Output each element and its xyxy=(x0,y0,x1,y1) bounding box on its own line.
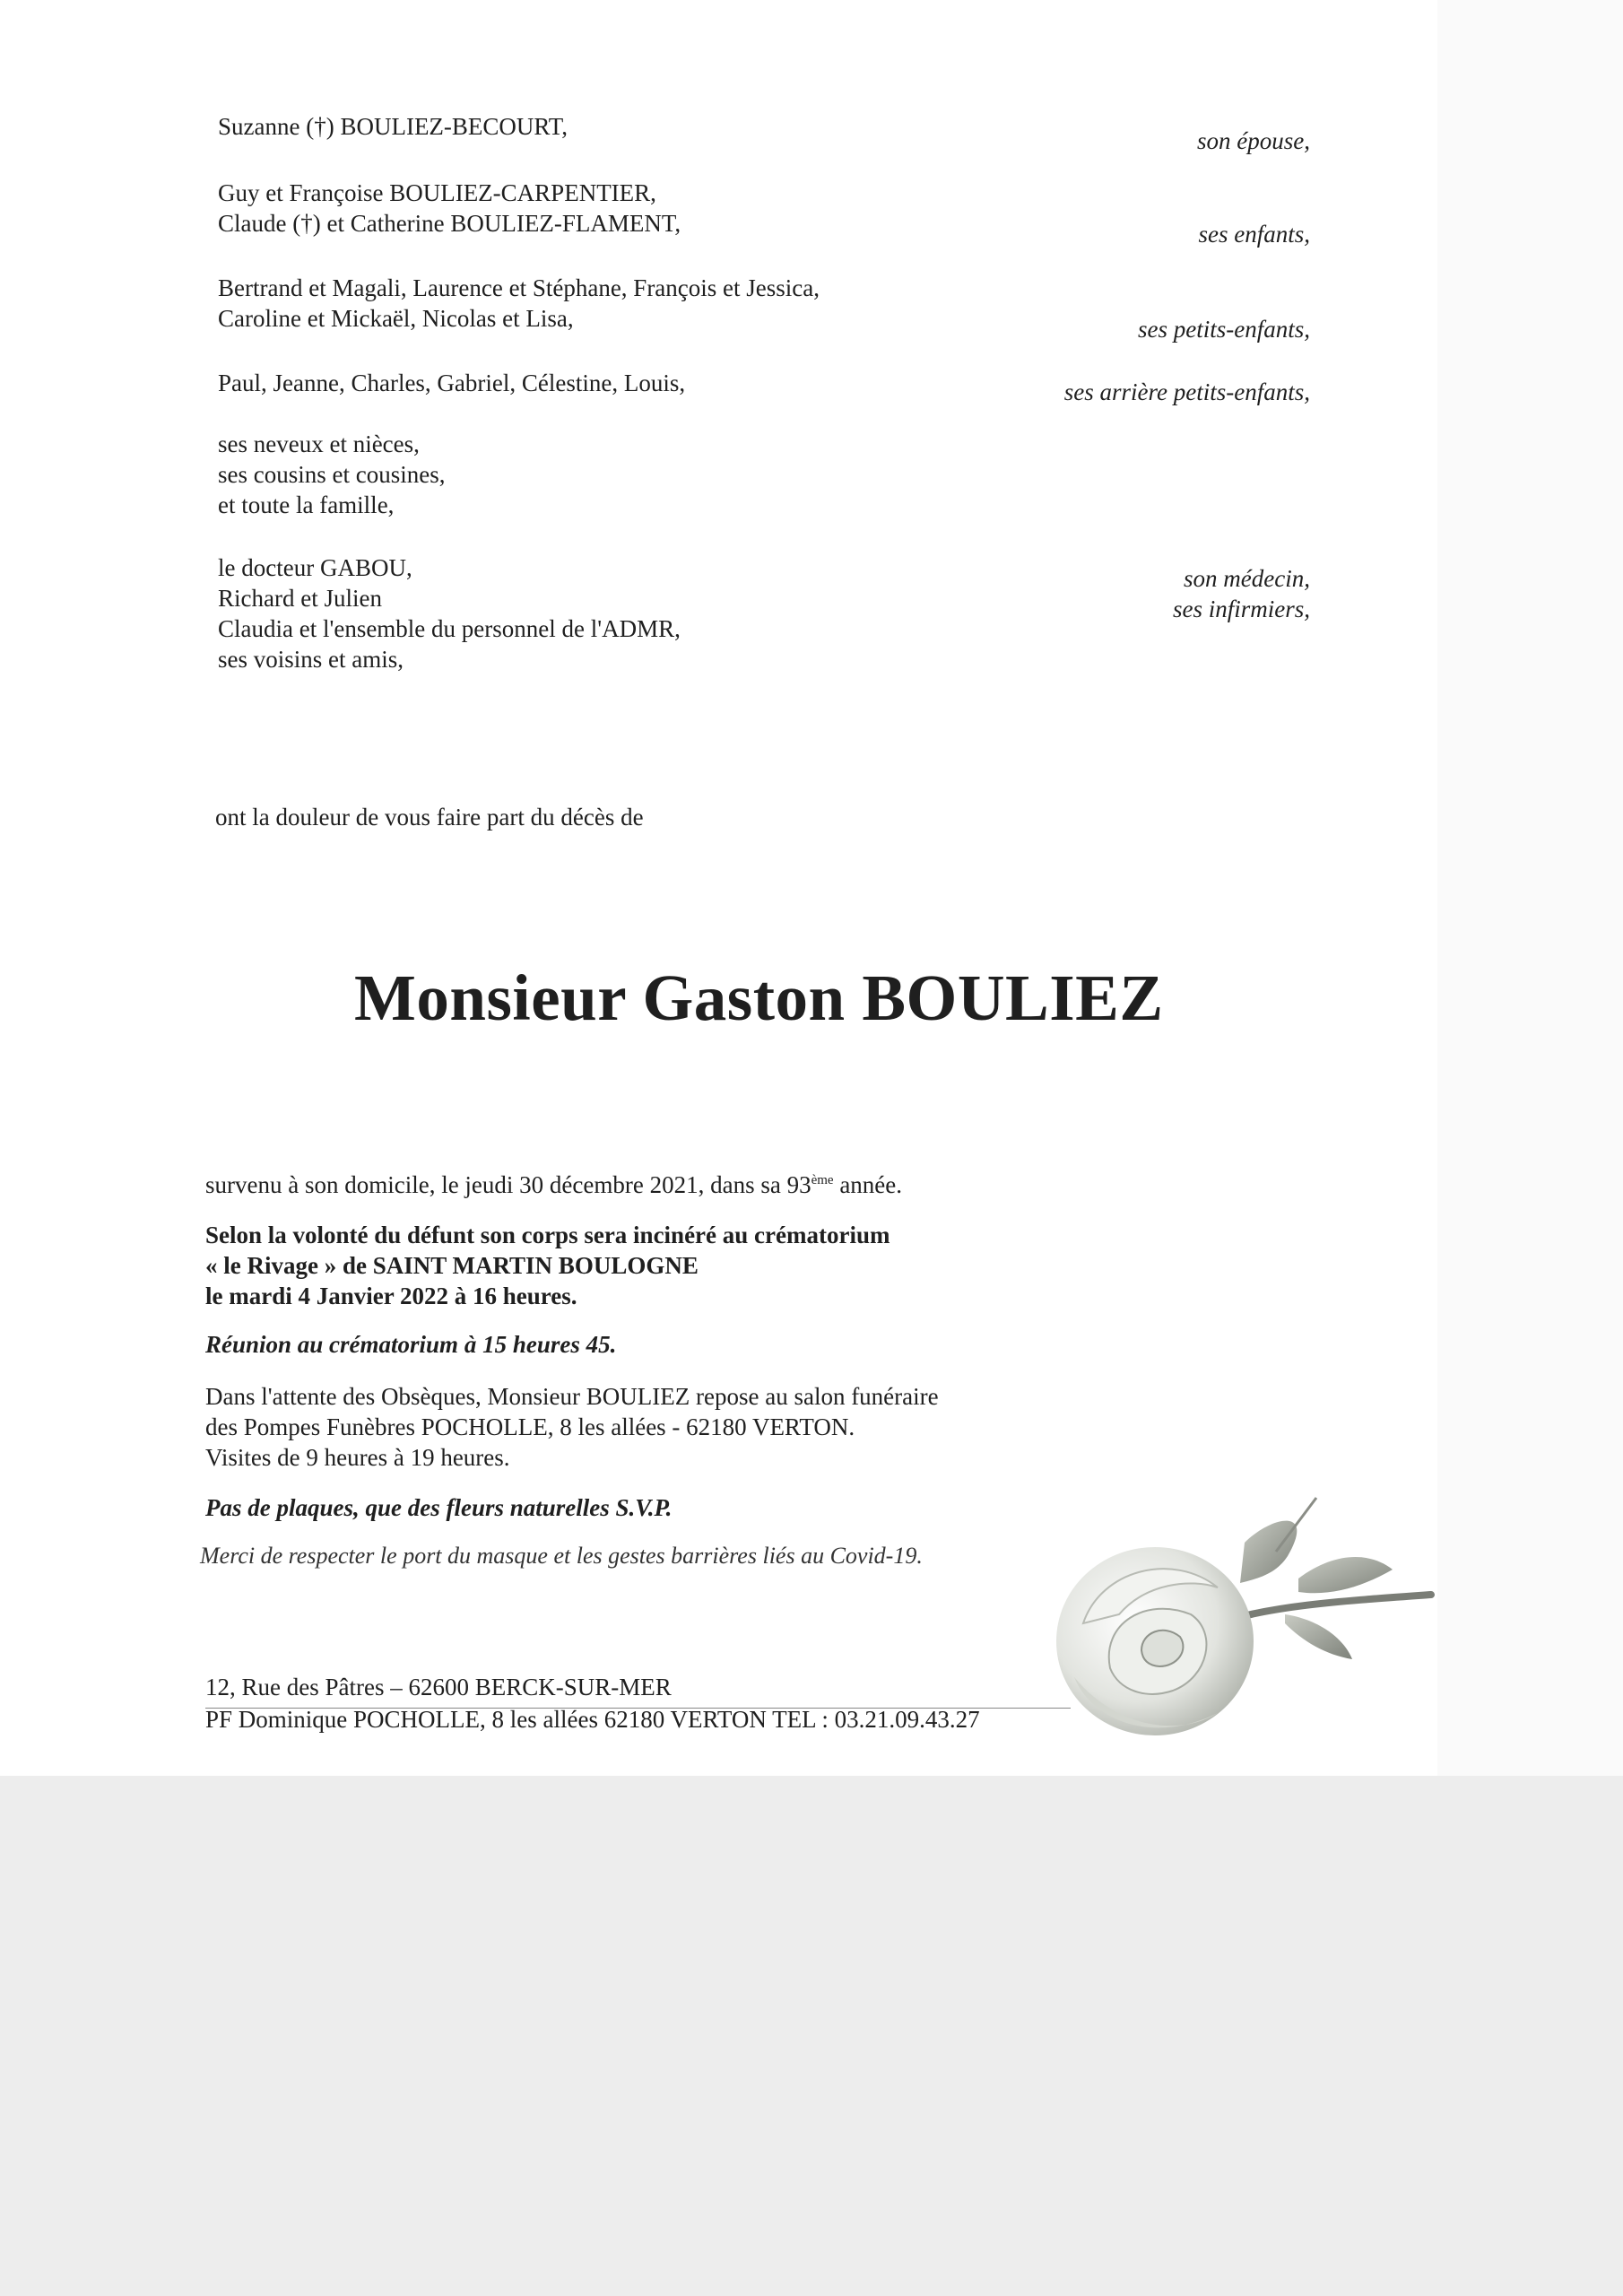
rest-line-1: Dans l'attente des Obsèques, Monsieur BOULIEZ repose au salon funéraire xyxy=(205,1383,939,1410)
relatives-line-2: ses cousins et cousines, xyxy=(218,461,446,488)
deceased-name: Monsieur Gaston BOULIEZ xyxy=(354,961,1164,1034)
rose-illustration xyxy=(1047,1489,1435,1776)
ordinal-suffix: ème xyxy=(811,1173,834,1187)
spouse-name: Suzanne (†) BOULIEZ-BECOURT, xyxy=(218,113,568,140)
grandchildren-role: ses petits-enfants, xyxy=(1138,316,1310,343)
footer-funeral-home: PF Dominique POCHOLLE, 8 les allées 62180 VERTON TEL : 03.21.09.43.27 xyxy=(205,1706,980,1733)
children-line-2: Claude (†) et Catherine BOULIEZ-FLAMENT, xyxy=(218,210,681,237)
cremation-line-2: « le Rivage » de SAINT MARTIN BOULOGNE xyxy=(205,1252,699,1279)
doctor-role: son médecin, xyxy=(1184,565,1310,592)
death-details-text: survenu à son domicile, le jeudi 30 décembre 2021, dans sa 93 xyxy=(205,1171,812,1198)
rose-petal-center xyxy=(1141,1631,1183,1666)
meeting-info: Réunion au crématorium à 15 heures 45. xyxy=(205,1331,617,1358)
rest-line-3: Visites de 9 heures à 19 heures. xyxy=(205,1444,510,1471)
nurses-role: ses infirmiers, xyxy=(1172,596,1310,622)
care-line-3: Claudia et l'ensemble du personnel de l'ADMR, xyxy=(218,615,681,642)
footer-address: 12, Rue des Pâtres – 62600 BERCK-SUR-MER xyxy=(205,1674,672,1700)
great-grandchildren: Paul, Jeanne, Charles, Gabriel, Célestine, Louis, xyxy=(218,370,686,396)
announcement-text: ont la douleur de vous faire part du décès de xyxy=(215,804,644,831)
relatives-line-3: et toute la famille, xyxy=(218,491,395,518)
death-details xyxy=(205,1170,902,1200)
care-line-4: ses voisins et amis, xyxy=(218,646,404,673)
scan-background xyxy=(0,1776,1623,2296)
children-line-1: Guy et Françoise BOULIEZ-CARPENTIER, xyxy=(218,179,656,206)
rose-leaf-lower xyxy=(1285,1614,1352,1659)
care-line-2: Richard et Julien xyxy=(218,585,382,612)
flowers-note: Pas de plaques, que des fleurs naturelles S.V.P. xyxy=(205,1494,673,1521)
rose-leaf-right xyxy=(1298,1557,1393,1593)
grandchildren-line-2: Caroline et Mickaël, Nicolas et Lisa, xyxy=(218,305,574,332)
spouse-role: son épouse, xyxy=(1197,127,1310,154)
children-role: ses enfants, xyxy=(1198,221,1310,248)
cremation-line-1: Selon la volonté du défunt son corps sera incinéré au crématorium xyxy=(205,1222,890,1248)
relatives-line-1: ses neveux et nièces, xyxy=(218,430,420,457)
rest-line-2: des Pompes Funèbres POCHOLLE, 8 les allées - 62180 VERTON. xyxy=(205,1413,855,1440)
rose-leaf-top xyxy=(1240,1521,1297,1583)
death-details-end: année. xyxy=(833,1171,903,1198)
grandchildren-line-1: Bertrand et Magali, Laurence et Stéphane, François et Jessica, xyxy=(218,274,820,301)
covid-note: Merci de respecter le port du masque et les gestes barrières liés au Covid-19. xyxy=(200,1543,923,1569)
cremation-line-3: le mardi 4 Janvier 2022 à 16 heures. xyxy=(205,1283,577,1309)
scan-margin xyxy=(1437,0,1623,1776)
care-line-1: le docteur GABOU, xyxy=(218,554,412,581)
great-grandchildren-role: ses arrière petits-enfants, xyxy=(1063,378,1310,405)
